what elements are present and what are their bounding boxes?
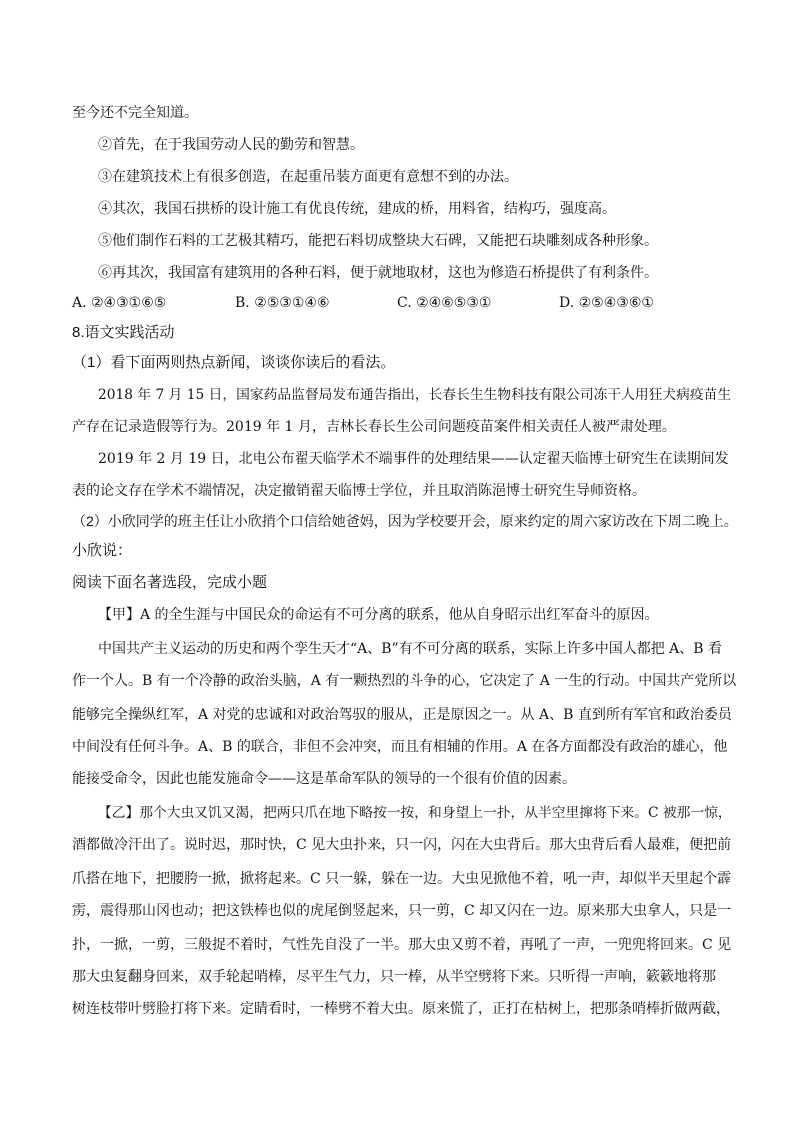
q8-title: 8.语文实践活动 (72, 324, 175, 341)
yi-line-3: 爪搭在地下，把腰胯一掀，掀将起来。C 只一躲，躲在一边。大虫见掀他不着，吼一声，却似半天里起个霹 (72, 871, 732, 887)
q7-intro-tail: 至今还不完全知道。 (72, 105, 198, 121)
jia-line-1: 【甲】A 的全生涯与中国民众的命运有不可分离的联系，他从自身昭示出红军奋斗的原因。 (98, 607, 659, 623)
yi-line-7: 树连枝带叶劈脸打将下来。定睛看时，一棒劈不着大虫。原来慌了，正打在枯树上，把那条哨棒折做两截， (72, 1001, 730, 1017)
q8-news1-line2: 产存在记录造假等行为。2019 年 1 月，吉林长春长生公司问题疫苗案件相关责任人被严肃处理。 (72, 419, 676, 435)
q7-item-3: ③在建筑技术上有很多创造，在起重吊装方面更有意想不到的办法。 (98, 169, 518, 185)
jia-line-3: 作一个人。B 有一个冷静的政治头脑，A 有一颗热烈的斗争的心，它决定了 A 一生的行动。中国共产党所以 (72, 673, 737, 689)
yi-line-6: 那大虫复翻身回来，双手轮起哨棒，尽平生气力，只一棒，从半空劈将下来。只听得一声响，簌簌地将那 (72, 969, 716, 985)
q7-item-5: ⑤他们制作石料的工艺极其精巧，能把石料切成整块大石碑，又能把石块雕刻成各种形象。 (98, 233, 658, 249)
q8-news2-line2: 表的论文存在学术不端情况，决定撤销翟天临博士学位，并且取消陈浥博士研究生导师资格。 (72, 483, 646, 499)
q7-option-d: D. ②⑤④③⑥① (559, 295, 654, 311)
jia-line-2: 中国共产主义运动的历史和两个孪生天才“A、B”有不可分离的联系，实际上许多中国人都把 A、B 看 (98, 641, 723, 657)
q8-part2-line1: （2）小欣同学的班主任让小欣捎个口信给她爸妈，因为学校要开会，原来约定的周六家访改在下周二晚上。 (72, 513, 738, 529)
q7-option-a: A. ②④③①⑥⑤ (72, 295, 167, 311)
jia-line-4: 能够完全操纵红军，A 对党的忠诚和对政治驾驭的服从，正是原因之一。从 A、B 直到所有军官和政治委员 (72, 707, 732, 723)
q8-news2-line1: 2019 年 2 月 19 日，北电公布翟天临学术不端事件的处理结果——认定翟天临博士研究生在读期间发 (98, 451, 729, 467)
q7-item-4: ④其次，我国石拱桥的设计施工有优良传统，建成的桥，用料省，结构巧，强度高。 (98, 201, 616, 217)
q8-news1-line1: 2018 年 7 月 15 日，国家药品监督局发布通告指出，长春长生生物科技有限公司冻干人用狂犬病疫苗生 (98, 387, 732, 403)
q7-option-c: C. ②④⑥⑤③① (397, 295, 492, 311)
yi-line-2: 酒都做冷汗出了。说时迟，那时快，C 见大虫扑来，只一闪，闪在大虫背后。那大虫背后看人最难，便把前 (72, 837, 732, 853)
yi-line-4: 雳，震得那山冈也动；把这铁棒也似的虎尾倒竖起来，只一剪，C 却又闪在一边。原来那大虫拿人，只是一 (72, 903, 732, 919)
yi-line-1: 【乙】那个大虫又饥又渴，把两只爪在地下略按一按，和身望上一扑，从半空里撺将下来。C 被那一惊， (98, 805, 732, 821)
q8-part1-prompt: （1）看下面两则热点新闻，谈谈你读后的看法。 (72, 354, 396, 371)
q7-option-b: B. ②⑤③①④⑥ (235, 295, 330, 311)
yi-line-5: 扑，一掀，一剪，三般捉不着时，气性先自没了一半。那大虫又剪不着，再吼了一声，一兜兜将回来。C 见 (72, 937, 732, 953)
jia-line-5: 中间没有任何斗争。A、B 的联合，非但不会冲突，而且有相辅的作用。A 在各方面都没有政治的雄心，他 (72, 739, 728, 755)
jia-line-6: 能接受命令，因此也能发施命令——这是革命军队的领导的一个很有价值的因素。 (72, 771, 576, 787)
q8-part2-line2: 小欣说： (72, 542, 133, 559)
q7-item-2: ②首先，在于我国劳动人民的勤劳和智慧。 (98, 137, 364, 153)
q7-item-6: ⑥再其次，我国富有建筑用的各种石料，便于就地取材，这也为修造石桥提供了有利条件。 (98, 265, 658, 281)
reading-instruction: 阅读下面名著选段，完成小题 (72, 574, 268, 591)
